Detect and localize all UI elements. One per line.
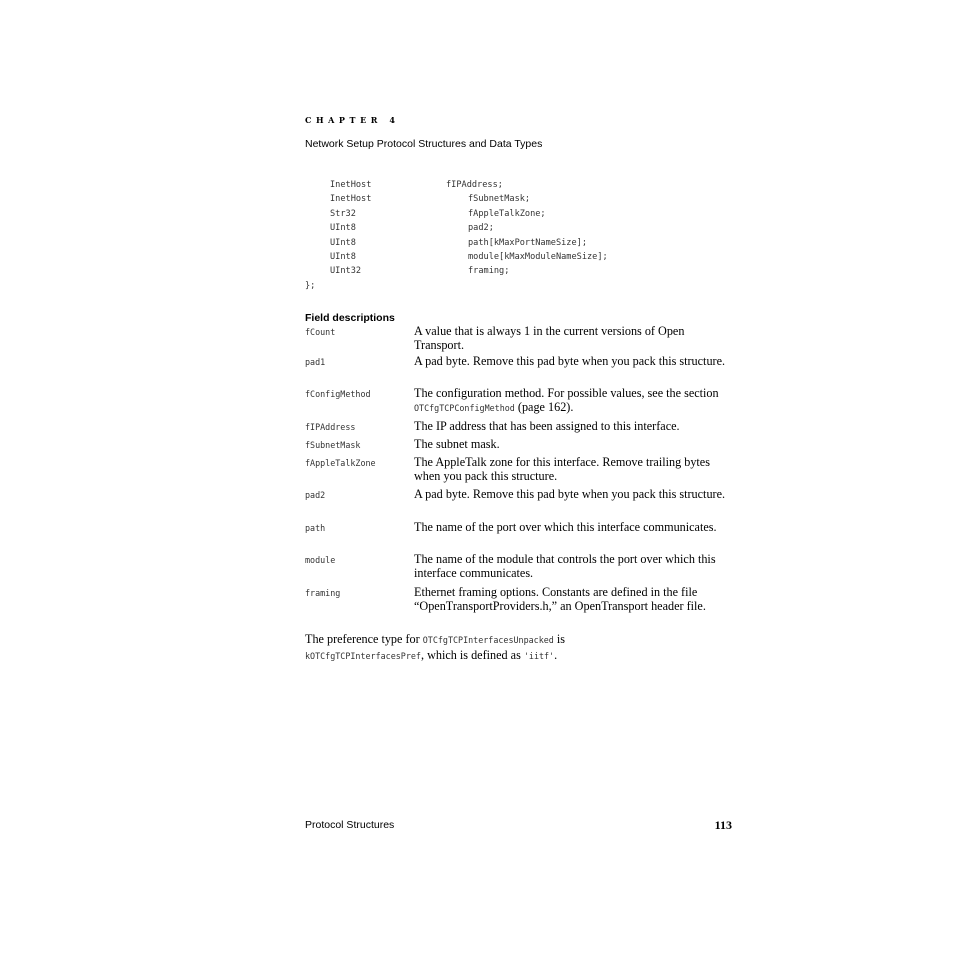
code-field-name: fAppleTalkZone; [468, 208, 546, 219]
code-line [305, 237, 587, 252]
config-method-code: OTCfgTCPConfigMethod [414, 402, 515, 413]
field-description: A value that is always 1 in the current versions of Open Transport. [414, 324, 685, 352]
field-name: fCount [305, 327, 336, 337]
preference-text: is [553, 632, 566, 646]
code-field-name: module[kMaxModuleNameSize]; [468, 251, 608, 262]
running-title: Network Setup Protocol Structures and Data Types [305, 138, 543, 150]
field-name: fAppleTalkZone [305, 458, 376, 468]
code-field-name: path[kMaxPortNameSize]; [468, 237, 587, 248]
page-number: 113 [714, 818, 732, 832]
description-text: (page 162). [514, 399, 574, 414]
code-type: Str32 [330, 208, 356, 219]
field-description: A pad byte. Remove this pad byte when you pack this structure. [414, 354, 726, 368]
code-field-name: fSubnetMask; [468, 194, 531, 205]
field-description: The subnet mask. [414, 437, 500, 451]
field-descriptions-heading: Field descriptions [305, 312, 395, 324]
code-type: InetHost [330, 180, 372, 190]
code-line [305, 180, 503, 194]
code-type: UInt8 [330, 237, 356, 248]
field-description: Ethernet framing options. Constants are defined in the file “OpenTransportProviders.h,” an OpenTransport header file. [414, 585, 706, 613]
code-closing-brace: }; [305, 280, 316, 291]
description-text: The configuration method. For possible values, see the section [414, 386, 719, 400]
field-name: fIPAddress [305, 422, 356, 432]
field-name: pad2 [305, 490, 326, 500]
code-field-name: pad2; [468, 223, 494, 234]
field-name: path [305, 523, 326, 533]
code-field-name: framing; [468, 266, 510, 277]
code-line [305, 208, 546, 223]
unpacked-type-code: OTCfgTCPInterfacesUnpacked [422, 635, 554, 645]
code-type: UInt8 [330, 223, 356, 234]
field-name: module [305, 555, 336, 565]
preference-paragraph [305, 632, 735, 664]
field-description: The IP address that has been assigned to this interface. [414, 419, 680, 433]
footer-section-title: Protocol Structures [305, 819, 395, 831]
code-type: InetHost [330, 194, 372, 205]
code-listing [305, 180, 608, 295]
preference-text: . [554, 648, 558, 662]
code-line [305, 266, 510, 280]
code-line [305, 281, 336, 295]
iitf-code: 'iitf' [523, 651, 555, 661]
preference-text: The preference type for [305, 632, 423, 646]
field-name: framing [305, 588, 341, 598]
preference-text: , which is defined as [420, 648, 524, 662]
code-type: UInt8 [330, 251, 356, 262]
pref-constant-code: kOTCfgTCPInterfacesPref [305, 651, 421, 661]
field-description: The AppleTalk zone for this interface. Remove trailing bytes when you pack this structure. [414, 455, 710, 483]
field-name: pad1 [305, 357, 326, 367]
field-description: A pad byte. Remove this pad byte when you pack this structure. [414, 487, 726, 501]
code-line [305, 251, 608, 266]
code-type: UInt32 [330, 266, 362, 277]
field-name: fSubnetMask [305, 440, 361, 450]
code-field-name: fIPAddress; [446, 180, 503, 190]
chapter-label: CHAPTER 4 [305, 115, 400, 125]
field-description: The name of the port over which this interface communicates. [414, 520, 717, 534]
field-name: fConfigMethod [305, 389, 371, 399]
code-line [305, 223, 494, 237]
field-description [414, 387, 726, 415]
field-description: The name of the module that controls the port over which this interface communicates. [414, 552, 716, 580]
code-line [305, 194, 531, 208]
